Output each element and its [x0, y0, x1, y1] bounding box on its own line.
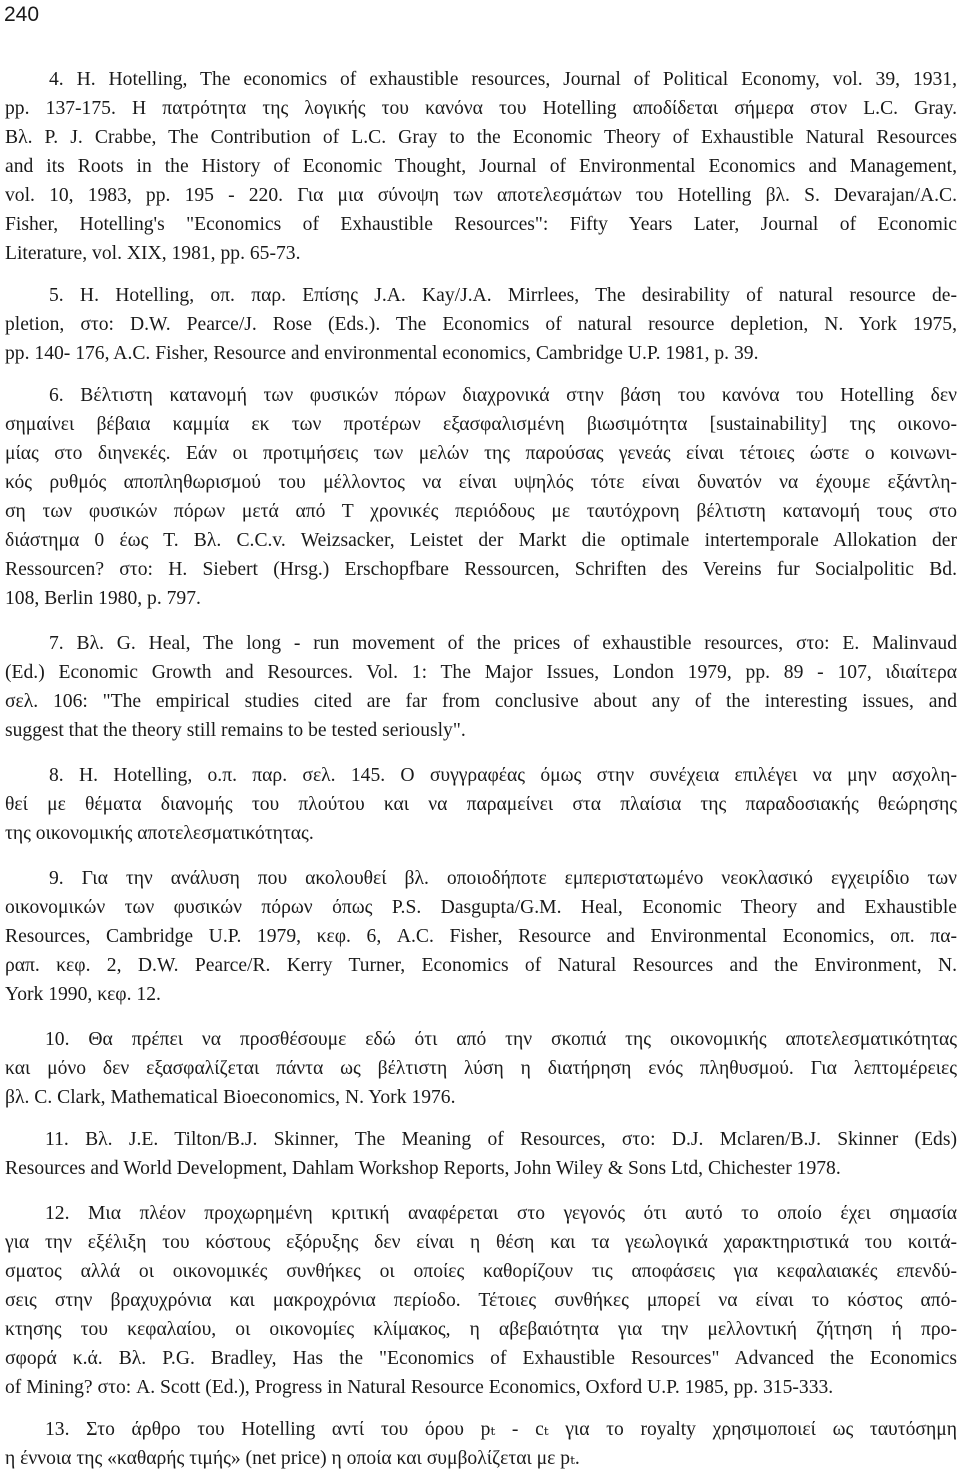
footnote-line: σημαίνει βέβαια καμμία εκ των προτέρων εξασφαλισμένη βιωσιμότητα [sustainability] της οικονο-	[5, 414, 957, 435]
footnote-line: θεί με θέματα διανομής του πλούτου και να παραμείνει στα πλαίσια της παραδοσιακής θεώρησης	[5, 794, 957, 815]
footnote-11	[5, 1125, 957, 1183]
footnote-line: σεις στην βραχυχρόνια και μακροχρόνια περίοδο. Τέτοιες συνθήκες μπορεί να είναι το κόστος από-	[5, 1290, 957, 1311]
footnote-line: pp. 140- 176, A.C. Fisher, Resource and environmental economics, Cambridge U.P. 1981, p. 39.	[5, 343, 759, 364]
footnote-line: and its Roots in the History of Economic Thought, Journal of Environmental Economics and Management,	[5, 156, 957, 177]
footnote-line: 8. H. Hotelling, ο.π. παρ. σελ. 145. Ο συγγραφέας όμως στην συνέχεια επιλέγει να μην ασχολη-	[49, 765, 957, 786]
footnote-line: 6. Βέλτιστη κατανομή των φυσικών πόρων διαχρονικά στην βάση του κανόνα του Hotelling δεν	[49, 385, 957, 406]
footnote-line: 4. H. Hotelling, The economics of exhaustible resources, Journal of Political Economy, vol. 39, 1931,	[49, 69, 957, 90]
footnote-line: σματος αλλά οι οικονομικές συνθήκες οι οποίες καθορίζουν τις αποφάσεις για κεφαλαιακές επενδύ-	[5, 1261, 957, 1282]
footnote-line: Ressourcen? στο: H. Siebert (Hrsg.) Erschopfbare Ressourcen, Schriften des Vereins fur Socialpolitic Bd.	[5, 559, 957, 580]
footnote-line: μίας στο διηνεκές. Εάν οι προτιμήσεις των μελών της παρούσας γενεάς είναι τέτοιες ώστε ο κοινωνι-	[5, 443, 957, 464]
footnote-line: 7. Βλ. G. Heal, The long - run movement of the prices of exhaustible resources, στο: E. Malinvaud	[49, 633, 957, 654]
footnote-line: Resources, Cambridge U.P. 1979, κεφ. 6, A.C. Fisher, Resource and Environmental Economics, οπ. πα-	[5, 926, 957, 947]
footnote-line: of Mining? στο: A. Scott (Ed.), Progress in Natural Resource Economics, Oxford U.P. 1985, pp. 315-333.	[5, 1377, 834, 1398]
footnote-line: 12. Μια πλέον προχωρημένη κριτική αναφέρεται στο γεγονός ότι αυτό το οποίο έχει σημασία	[45, 1203, 957, 1224]
footnote-line: βλ. C. Clark, Mathematical Bioeconomics, N. York 1976.	[5, 1087, 456, 1108]
footnote-4	[5, 65, 957, 268]
footnote-line: ση των φυσικών πόρων μετά από Τ χρονικές περιόδους με ταυτόχρονη βέλτιστη κατανομή τους στο	[5, 501, 957, 522]
footnote-line: York 1990, κεφ. 12.	[5, 984, 161, 1005]
footnote-line: κτησης του κεφαλαίου, οι οικονομίες κλίμακος, η αβεβαιότητα για την μελλοντική ζήτηση ή προ-	[5, 1319, 957, 1340]
footnote-line: 10. Θα πρέπει να προσθέσουμε εδώ ότι από την σκοπιά της οικονομικής αποτελεσματικότητας	[45, 1029, 957, 1050]
footnote-line: οικονομικών των φυσικών πόρων όπως P.S. Dasgupta/G.M. Heal, Economic Theory and Exhaustible	[5, 897, 957, 918]
footnote-12	[5, 1199, 957, 1402]
footnote-line: Resources and World Development, Dahlam Workshop Reports, John Wiley & Sons Ltd, Chichester 1978.	[5, 1158, 841, 1179]
footnote-line: Βλ. P. J. Crabbe, The Contribution of L.C. Gray to the Economic Theory of Exhaustible Natural Resources	[5, 127, 957, 148]
footnote-10	[5, 1025, 957, 1112]
footnote-line: σφορά κ.ά. Βλ. P.G. Bradley, Has the "Economics of Exhaustible Resources" Advanced the Economics	[5, 1348, 957, 1369]
footnote-5	[5, 281, 957, 368]
footnote-line: suggest that the theory still remains to be tested seriously".	[5, 720, 466, 741]
footnote-line: 13. Στο άρθρο του Hotelling αντί του όρου pₜ - cₜ για το royalty χρησιμοποιεί ως ταυτόσημη	[45, 1419, 957, 1440]
footnote-line: και μόνο δεν εξασφαλίζεται πάντα ως βέλτιστη λύση η διατήρηση ενός πληθυσμού. Για λεπτομέρειες	[5, 1058, 957, 1079]
footnote-8	[5, 761, 957, 848]
footnote-line: Fisher, Hotelling's "Economics of Exhaustible Resources": Fifty Years Later, Journal of Economic	[5, 214, 957, 235]
footnote-13	[5, 1415, 957, 1473]
footnote-7	[5, 629, 957, 745]
footnote-line: σελ. 106: "The empirical studies cited are far from conclusive about any of the interesting issues, and	[5, 691, 957, 712]
footnote-line: pp. 137-175. Η πατρότητα της λογικής του κανόνα του Hotelling αποδίδεται σήμερα στον L.C. Gray.	[5, 98, 957, 119]
footnote-line: κός ρυθμός αποπληθωρισμού του μέλλοντος να είναι υψηλός τότε είναι δυνατόν να έχουμε εξάντλη-	[5, 472, 957, 493]
footnote-line: Literature, vol. XIX, 1981, pp. 65-73.	[5, 243, 301, 264]
footnote-line: pletion, στο: D.W. Pearce/J. Rose (Eds.). The Economics of natural resource depletion, N. York 1975,	[5, 314, 957, 335]
footnote-line: ραπ. κεφ. 2, D.W. Pearce/R. Kerry Turner, Economics of Natural Resources and the Environment, N.	[5, 955, 957, 976]
footnote-line: vol. 10, 1983, pp. 195 - 220. Για μια σύνοψη των αποτελεσμάτων του Hotelling βλ. S. Devarajan/A.C.	[5, 185, 957, 206]
footnote-line: 108, Berlin 1980, p. 797.	[5, 588, 201, 609]
footnote-line: 9. Για την ανάλυση που ακολουθεί βλ. οποιοδήποτε εμπεριστατωμένο νεοκλασικό εγχειρίδιο των	[49, 868, 957, 889]
footnote-6	[5, 381, 957, 613]
footnote-line: διάστημα 0 έως Τ. Βλ. C.C.v. Weizsacker, Leistet der Markt die optimale intertemporale Allokation der	[5, 530, 957, 551]
footnote-9	[5, 864, 957, 1009]
footnote-line: 11. Βλ. J.E. Tilton/B.J. Skinner, The Meaning of Resources, στο: D.J. Mclaren/B.J. Skinner (Eds)	[45, 1129, 957, 1150]
footnote-line: (Ed.) Economic Growth and Resources. Vol. 1: The Major Issues, London 1979, pp. 89 - 107, ιδιαίτερα	[5, 662, 957, 683]
footnote-line: 5. H. Hotelling, οπ. παρ. Επίσης J.A. Kay/J.A. Mirrlees, The desirability of natural resource de-	[49, 285, 957, 306]
footnote-line: για την εξέλιξη του κόστους εξόρυξης δεν είναι η θέση και τα γεωλογικά χαρακτηριστικά του κοιτά-	[5, 1232, 957, 1253]
page-number: 240	[4, 3, 40, 26]
footnote-line: της οικονομικής αποτελεσματικότητας.	[5, 823, 314, 844]
footnotes	[5, 65, 957, 1473]
footnote-line: η έννοια της «καθαρής τιμής» (net price) η οποία και συμβολίζεται με pₜ.	[5, 1448, 580, 1469]
